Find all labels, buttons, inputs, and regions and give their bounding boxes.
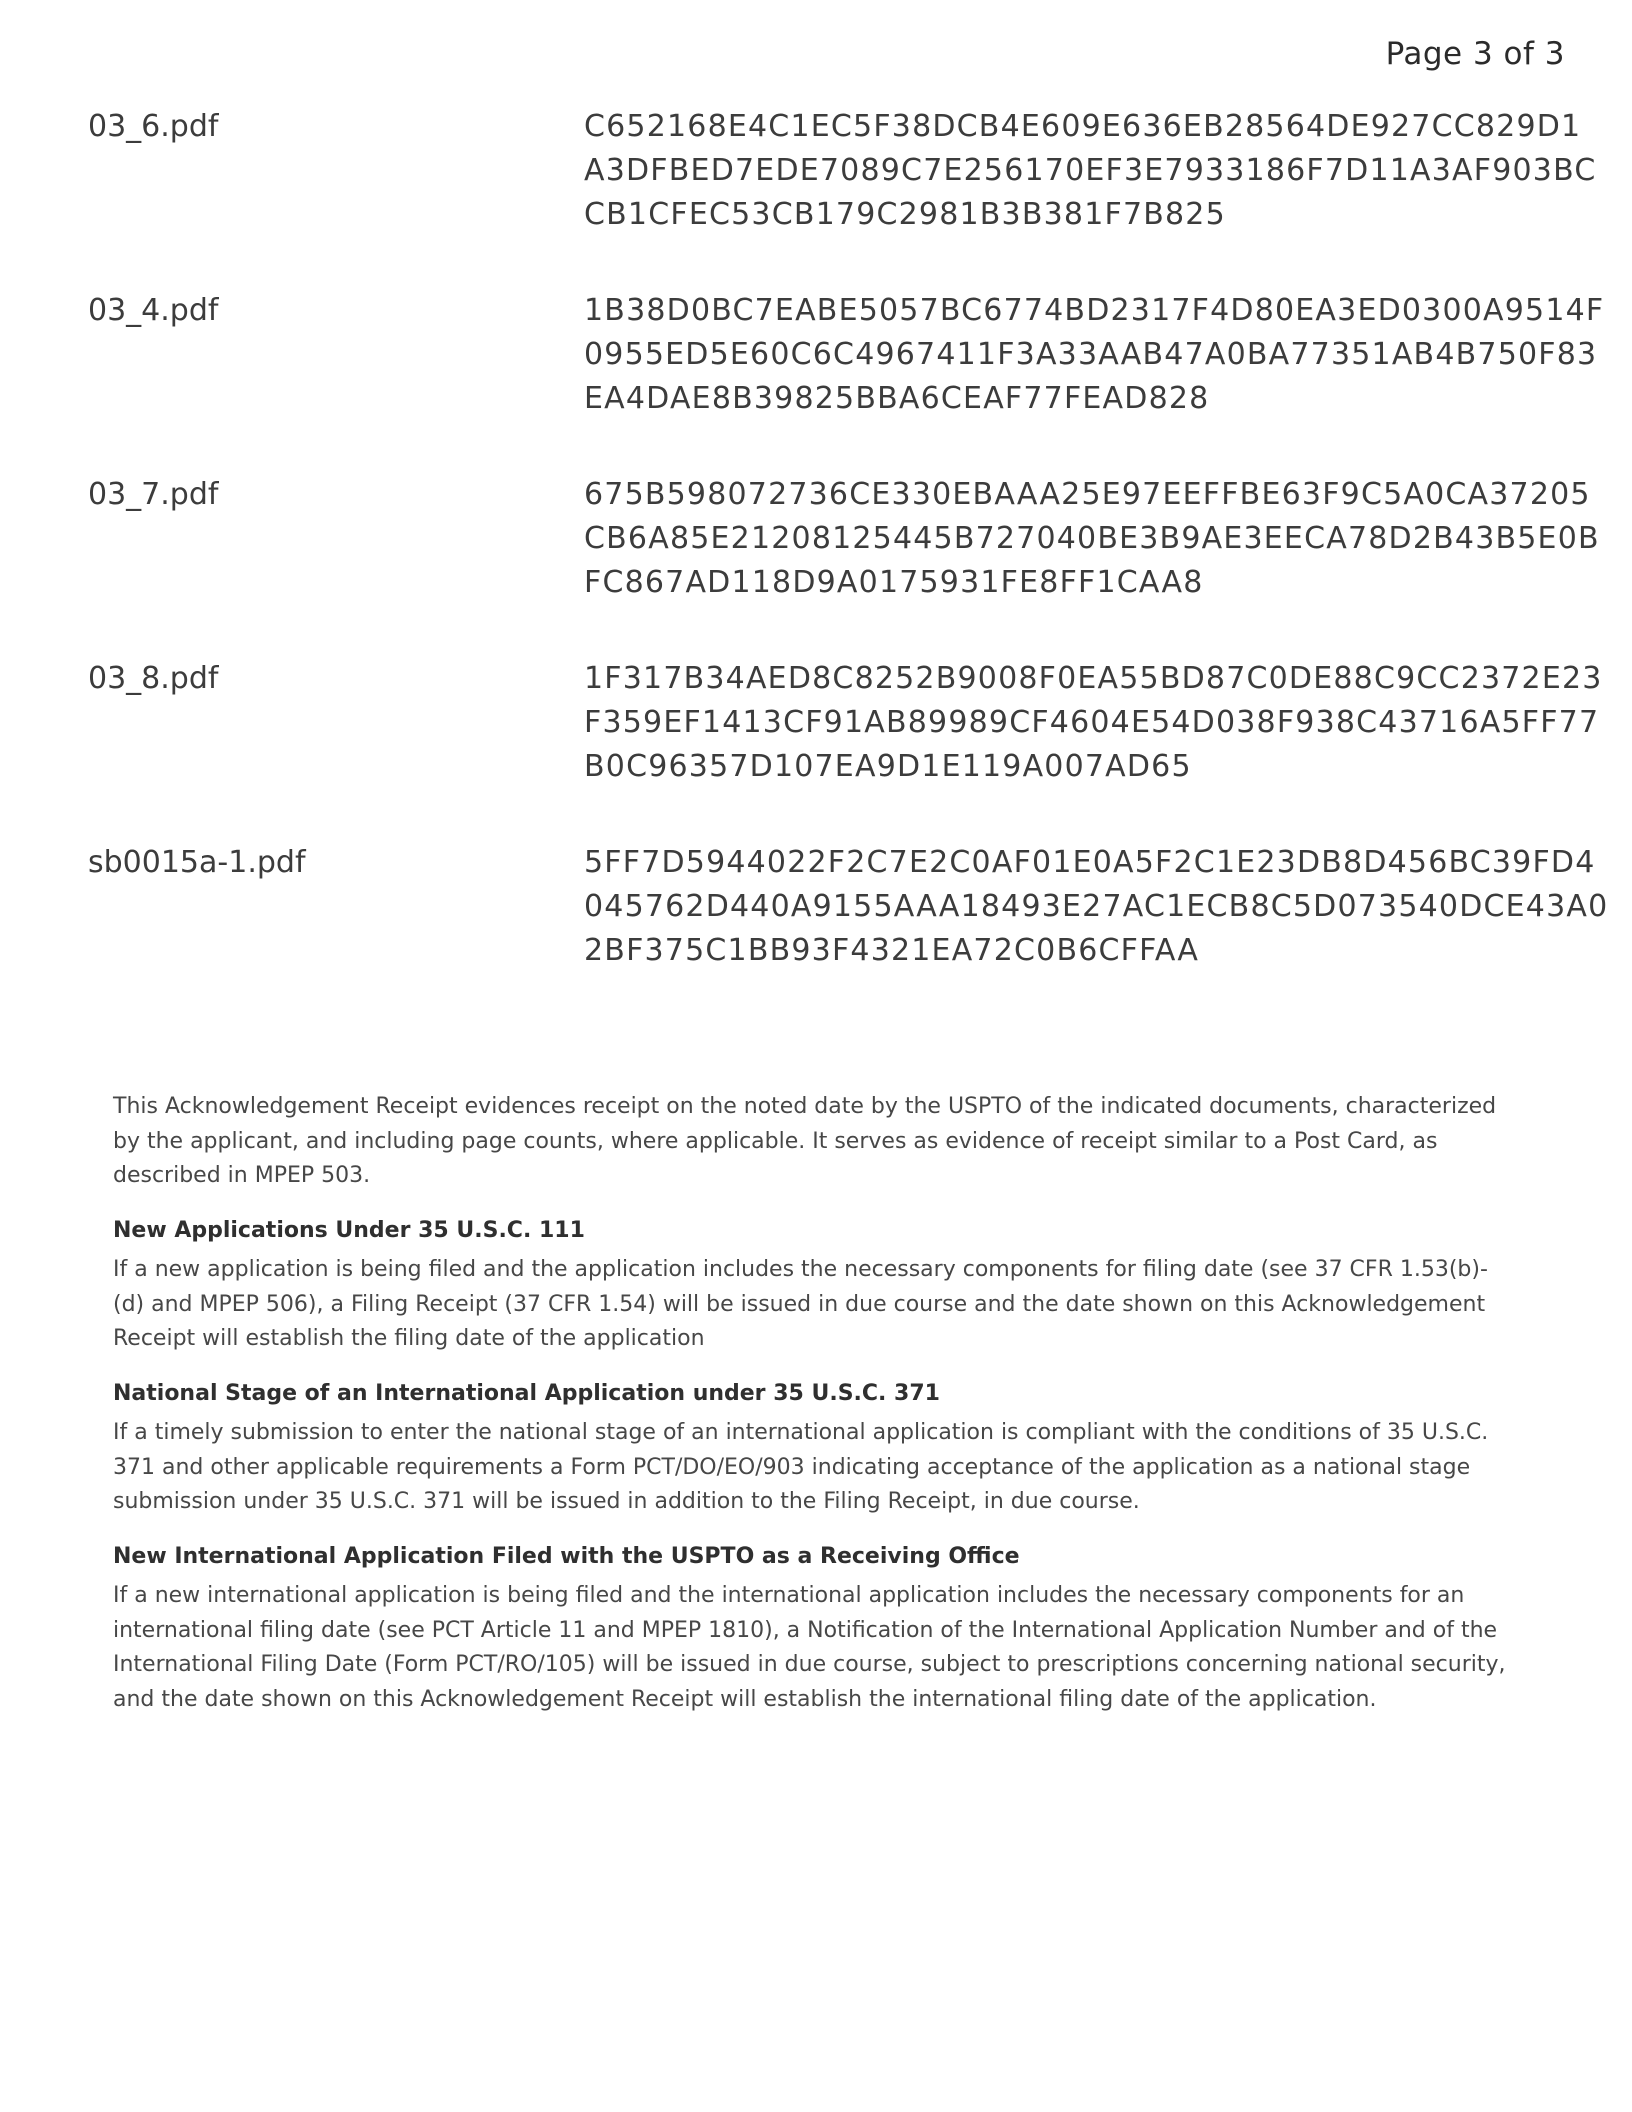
- file-hash-line: 045762D440A9155AAA18493E27AC1ECB8C5D073540DCE43A0: [584, 889, 1609, 924]
- file-row: [88, 657, 1603, 841]
- acknowledgement-notes: [113, 1090, 1508, 1737]
- section-title-national-stage: National Stage of an International Application under 35 U.S.C. 371: [113, 1380, 940, 1406]
- file-hash-line: 1F317B34AED8C8252B9008F0EA55BD87C0DE88C9CC2372E23: [584, 661, 1603, 696]
- file-hash-line: A3DFBED7EDE7089C7E256170EF3E7933186F7D11A3AF903BC: [584, 153, 1597, 188]
- file-hash-line: 1B38D0BC7EABE5057BC6774BD2317F4D80EA3ED0300A9514F: [584, 293, 1605, 328]
- file-hash-line: 675B598072736CE330EBAAA25E97EEFFBE63F9C5A0CA37205: [584, 477, 1591, 512]
- file-hash-line: 2BF375C1BB93F4321EA72C0B6CFFAA: [584, 933, 1200, 968]
- file-hash-line: CB1CFEC53CB179C2981B3B381F7B825: [584, 197, 1226, 232]
- section-title-new-applications: New Applications Under 35 U.S.C. 111: [113, 1217, 585, 1243]
- file-hash: [584, 473, 1600, 605]
- file-hash: [584, 841, 1609, 973]
- file-list: [88, 105, 1609, 1025]
- page-number: Page 3 of 3: [1385, 36, 1565, 72]
- section-body-international-application: If a new international application is being filed and the international application includes the necessary components for an international filing date (see PCT Article 11 and MPEP 1810), a Notification of the International Application Number and of the International Filing Date (Form PCT/RO/105) will be issued in due course, subject to prescriptions concerning national security, and the date shown on this Acknowledgement Receipt will establish the international filing date of the application.: [113, 1583, 1506, 1712]
- section-body-new-applications: If a new application is being filed and the application includes the necessary components for filing date (see 37 CFR 1.53(b)-(d) and MPEP 506), a Filing Receipt (37 CFR 1.54) will be issued in due course and the date shown on this Acknowledgement Receipt will establish the filing date of the application: [113, 1257, 1488, 1351]
- file-row: [88, 473, 1600, 657]
- file-row: [88, 289, 1605, 473]
- file-name: 03_4.pdf: [88, 293, 219, 328]
- file-hash-line: 0955ED5E60C6C4967411F3A33AAB47A0BA77351AB4B750F83: [584, 337, 1598, 372]
- intro-paragraph: This Acknowledgement Receipt evidences receipt on the noted date by the USPTO of the indicated documents, characterized by the applicant, and including page counts, where applicable. It serves as evidence of receipt similar to a Post Card, as described in MPEP 503.: [113, 1094, 1497, 1188]
- file-hash: [584, 105, 1597, 237]
- file-hash-line: CB6A85E21208125445B727040BE3B9AE3EECA78D2B43B5E0B: [584, 521, 1600, 556]
- section-body-national-stage: If a timely submission to enter the national stage of an international application is compliant with the conditions of 35 U.S.C. 371 and other applicable requirements a Form PCT/DO/EO/903 indicating acceptance of the application as a national stage submission under 35 U.S.C. 371 will be issued in addition to the Filing Receipt, in due course.: [113, 1420, 1489, 1514]
- file-row: [88, 841, 1609, 1025]
- file-name: 03_8.pdf: [88, 661, 219, 696]
- file-hash-line: FC867AD118D9A0175931FE8FF1CAA8: [584, 565, 1204, 600]
- file-hash-line: EA4DAE8B39825BBA6CEAF77FEAD828: [584, 381, 1210, 416]
- file-name: 03_7.pdf: [88, 477, 219, 512]
- file-name: 03_6.pdf: [88, 109, 219, 144]
- file-hash: [584, 289, 1605, 421]
- file-hash-line: F359EF1413CF91AB89989CF4604E54D038F938C43716A5FF77: [584, 705, 1600, 740]
- file-name: sb0015a-1.pdf: [88, 845, 306, 880]
- file-hash: [584, 657, 1603, 789]
- file-hash-line: 5FF7D5944022F2C7E2C0AF01E0A5F2C1E23DB8D456BC39FD4: [584, 845, 1596, 880]
- file-hash-line: B0C96357D107EA9D1E119A007AD65: [584, 749, 1192, 784]
- section-title-international-application: New International Application Filed with the USPTO as a Receiving Office: [113, 1543, 1020, 1569]
- file-row: [88, 105, 1597, 289]
- file-hash-line: C652168E4C1EC5F38DCB4E609E636EB28564DE927CC829D1: [584, 109, 1582, 144]
